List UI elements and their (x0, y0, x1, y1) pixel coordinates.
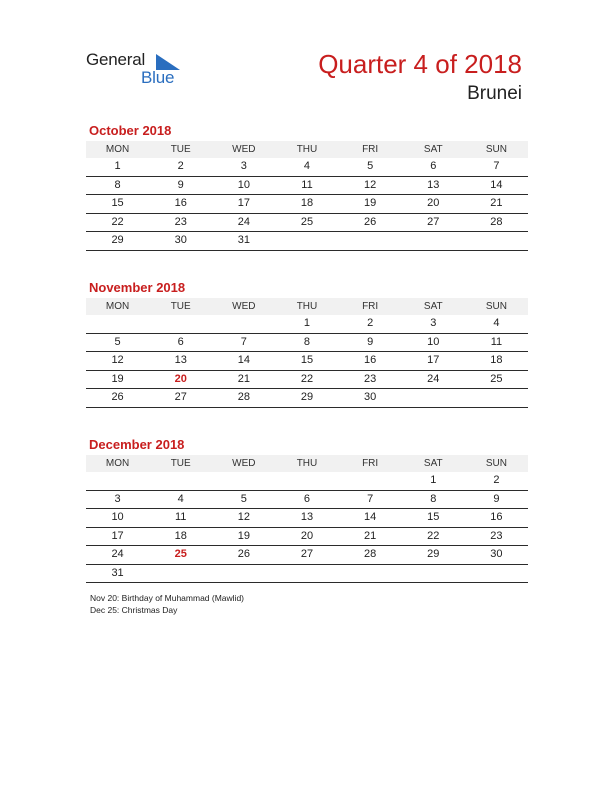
date-cell: 30 (364, 391, 377, 404)
date-cell: 30 (490, 548, 503, 561)
logo-blue-text: Blue (141, 68, 175, 87)
date-cell: 31 (237, 234, 250, 247)
date-cell: 14 (237, 354, 250, 367)
date-cell: 18 (174, 529, 187, 542)
date-cell: 6 (303, 492, 311, 505)
date-cell: 6 (430, 160, 437, 173)
date-cell: 11 (490, 335, 503, 348)
month-title: December 2018 (89, 437, 185, 452)
date-cell: 17 (111, 529, 124, 542)
weekday-header: SUN (485, 144, 507, 155)
date-cell (465, 565, 528, 582)
weekday-header: FRI (362, 144, 379, 155)
date-cell: 4 (493, 317, 500, 330)
date-cell: 24 (111, 548, 124, 561)
week-row (86, 389, 528, 408)
weekday-header-row (86, 141, 528, 158)
date-cell (402, 565, 465, 582)
date-cell: 14 (364, 511, 377, 524)
weekday-header: MON (105, 144, 130, 155)
date-cell: 26 (111, 391, 124, 404)
date-cell (212, 472, 275, 489)
date-cell: 15 (300, 354, 314, 367)
date-cell: 1 (114, 160, 121, 173)
month-title: November 2018 (89, 280, 186, 295)
date-cell: 2 (177, 160, 184, 173)
date-cell: 5 (114, 335, 121, 348)
week-row (86, 352, 528, 371)
date-cell (339, 232, 402, 249)
date-cell: 12 (237, 511, 250, 524)
date-cell: 21 (364, 529, 377, 542)
page-title: Quarter 4 of 2018 (318, 49, 522, 79)
date-cell: 24 (427, 372, 440, 385)
weekday-header: TUE (170, 458, 191, 469)
month-december (86, 436, 528, 583)
date-cell: 19 (364, 197, 377, 210)
week-row (86, 315, 528, 334)
generalblue-logo (86, 50, 186, 90)
weekday-header: SUN (485, 301, 507, 312)
weekday-header-row (86, 298, 528, 315)
date-cell: 27 (174, 391, 187, 404)
weekday-header: MON (105, 301, 130, 312)
date-cell: 4 (303, 160, 311, 173)
date-cell: 2 (367, 317, 374, 330)
date-cell: 11 (175, 511, 187, 524)
date-cell (149, 472, 212, 489)
date-cell: 6 (177, 335, 184, 348)
date-cell: 27 (300, 548, 314, 561)
holiday-note: Nov 20: Birthday of Muhammad (Mawlid) (90, 593, 245, 603)
date-cell: 28 (490, 215, 503, 228)
month-title: October 2018 (89, 123, 172, 138)
date-cell (149, 565, 212, 582)
week-row (86, 371, 528, 390)
date-cell: 10 (111, 511, 124, 524)
weekday-header: FRI (362, 458, 379, 469)
week-row (86, 334, 528, 353)
date-cell (149, 315, 212, 332)
weekday-header-row (86, 455, 528, 472)
date-cell: 15 (111, 197, 124, 210)
weekday-header: WED (232, 144, 256, 155)
date-cell: 3 (240, 160, 247, 173)
weekday-header: FRI (362, 301, 379, 312)
weekday-header: THU (296, 144, 318, 155)
date-cell: 13 (174, 354, 187, 367)
date-cell: 19 (237, 529, 250, 542)
date-cell (339, 472, 402, 489)
date-cell (275, 565, 338, 582)
date-cell: 27 (427, 215, 440, 228)
date-cell: 16 (364, 354, 377, 367)
date-cell: 5 (367, 160, 374, 173)
date-cell (275, 472, 338, 489)
week-row (86, 232, 528, 251)
date-cell (402, 232, 465, 249)
date-cell: 10 (237, 178, 250, 191)
date-cell: 11 (301, 178, 313, 191)
holiday-note: Dec 25: Christmas Day (90, 605, 178, 615)
holiday-date-cell: 25 (174, 548, 187, 561)
week-row (86, 158, 528, 177)
date-cell: 21 (237, 372, 250, 385)
date-cell: 17 (427, 354, 440, 367)
week-row (86, 528, 528, 547)
date-cell: 25 (490, 372, 503, 385)
date-cell: 7 (367, 492, 374, 505)
date-cell: 1 (430, 474, 437, 487)
date-cell: 4 (177, 492, 184, 505)
date-cell: 19 (111, 372, 124, 385)
week-row (86, 195, 528, 214)
date-cell: 28 (237, 391, 250, 404)
date-cell: 29 (427, 548, 440, 561)
date-cell (339, 565, 402, 582)
weekday-header: SAT (423, 144, 443, 155)
date-cell: 20 (300, 529, 314, 542)
date-cell: 13 (427, 178, 440, 191)
weekday-header: THU (296, 458, 318, 469)
date-cell: 26 (364, 215, 377, 228)
date-cell: 16 (490, 511, 503, 524)
date-cell (402, 389, 465, 406)
weekday-header: SAT (423, 458, 443, 469)
date-cell: 12 (111, 354, 124, 367)
date-cell (86, 472, 149, 489)
weekday-header: WED (232, 301, 256, 312)
date-cell: 25 (300, 215, 314, 228)
week-row (86, 509, 528, 528)
date-cell: 23 (174, 215, 187, 228)
date-cell: 23 (490, 529, 503, 542)
week-row (86, 546, 528, 565)
date-cell (275, 232, 338, 249)
date-cell: 5 (240, 492, 247, 505)
date-cell: 15 (427, 511, 440, 524)
date-cell (212, 565, 275, 582)
week-row (86, 565, 528, 584)
date-cell: 18 (490, 354, 503, 367)
date-cell: 2 (493, 474, 500, 487)
week-row (86, 472, 528, 491)
date-cell: 31 (111, 566, 124, 579)
date-cell (465, 232, 528, 249)
week-row (86, 491, 528, 510)
weekday-header: WED (232, 458, 256, 469)
date-cell: 18 (300, 197, 314, 210)
date-cell: 23 (364, 372, 377, 385)
date-cell (86, 315, 149, 332)
date-cell: 29 (300, 391, 314, 404)
month-november (86, 279, 528, 408)
date-cell: 17 (237, 197, 250, 210)
date-cell: 7 (240, 335, 247, 348)
date-cell: 8 (114, 178, 121, 191)
date-cell: 9 (493, 492, 500, 505)
country-name: Brunei (467, 83, 522, 104)
week-row (86, 214, 528, 233)
holiday-notes (90, 592, 244, 616)
date-cell: 8 (303, 335, 311, 348)
date-cell: 24 (237, 215, 250, 228)
date-cell: 3 (114, 492, 121, 505)
date-cell: 29 (111, 234, 124, 247)
weekday-header: SUN (485, 458, 507, 469)
logo-general-text: General (86, 50, 146, 69)
weekday-header: SAT (423, 301, 443, 312)
date-cell: 22 (111, 215, 124, 228)
date-cell: 16 (174, 197, 187, 210)
date-cell: 22 (427, 529, 440, 542)
weekday-header: MON (105, 458, 130, 469)
date-cell (465, 389, 528, 406)
date-cell: 10 (427, 335, 440, 348)
date-cell (212, 315, 275, 332)
date-cell: 22 (300, 372, 314, 385)
date-cell: 9 (177, 178, 184, 191)
date-cell: 3 (430, 317, 437, 330)
week-row (86, 177, 528, 196)
holiday-date-cell: 20 (174, 372, 187, 385)
date-cell: 8 (430, 492, 437, 505)
date-cell: 7 (493, 160, 500, 173)
weekday-header: TUE (170, 144, 191, 155)
weekday-header: TUE (170, 301, 191, 312)
month-october (86, 122, 528, 251)
date-cell: 20 (427, 197, 440, 210)
date-cell: 28 (364, 548, 377, 561)
date-cell: 30 (174, 234, 187, 247)
date-cell: 26 (237, 548, 250, 561)
date-cell: 12 (364, 178, 377, 191)
date-cell: 13 (300, 511, 314, 524)
date-cell: 9 (367, 335, 374, 348)
date-cell: 21 (490, 197, 503, 210)
date-cell: 14 (490, 178, 503, 191)
weekday-header: THU (296, 301, 318, 312)
date-cell: 1 (303, 317, 311, 330)
